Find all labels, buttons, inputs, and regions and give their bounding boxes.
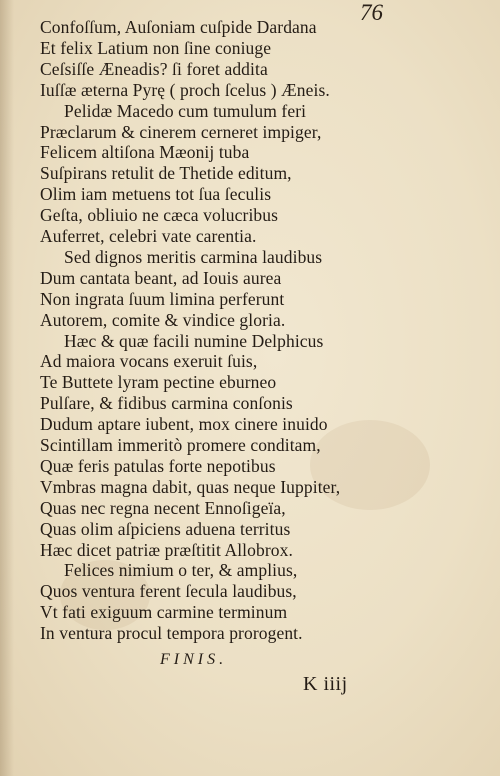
verse-line: In ventura procul tempora prorogent.	[40, 623, 303, 644]
verse-line: Vt fati exiguum carmine terminum	[40, 602, 288, 623]
verse-line: Ceſsiſſe Æneadis? ſi foret addita	[40, 58, 268, 79]
verse-line: Autorem, comite & vindice gloria.	[40, 309, 286, 330]
verse-line: Dudum aptare iubent, mox cinere inuido	[40, 414, 328, 435]
verse-line: Scintillam immeritò promere conditam,	[40, 435, 321, 455]
verse-line: Et felix Latium non ſine coniuge	[40, 37, 272, 58]
verse-line: Confoſſum, Auſoniam cuſpide Dardana	[40, 17, 317, 37]
finis-label: FINIS.	[160, 651, 228, 668]
verse-line: Sed dignos meritis carmina laudibus	[64, 246, 323, 267]
verse-line: Pelidæ Macedo cum tumulum feri	[64, 100, 307, 121]
verse-line: Præclarum & cinerem cerneret impiger,	[40, 121, 322, 142]
verse-line: Te Buttete lyram pectine eburneo	[40, 372, 277, 393]
verse-line: Hæc & quæ facili numine Delphicus	[64, 330, 324, 351]
verse-line: Auferret, celebri vate carentia.	[40, 226, 257, 246]
verse-line: Geſta, obliuio ne cæca volucribus	[40, 205, 279, 226]
verse-line: Felicem altiſona Mæonij tuba	[40, 142, 250, 163]
verse-line: Quas olim aſpiciens aduena territus	[40, 518, 291, 539]
verse-line: Quæ feris patulas forte nepotibus	[40, 455, 276, 476]
verse-line: Felices nimium o ter, & amplius,	[64, 560, 298, 581]
verse-line: Hæc dicet patriæ præſtitit Allobrox.	[40, 539, 293, 560]
signature-mark: K iiij	[303, 673, 348, 695]
verse-line: Olim iam metuens tot ſua ſeculis	[40, 184, 272, 205]
verse-line: Suſpirans retulit de Thetide editum,	[40, 163, 292, 184]
verse-line: Dum cantata beant, ad Iouis aurea	[40, 267, 282, 288]
page-number: 76	[360, 0, 383, 25]
verse-line: Ad maiora vocans exeruit ſuis,	[40, 351, 258, 372]
verse-line: Iuſſæ æterna Pyrę ( proch ſcelus ) Æneis.	[40, 79, 330, 100]
verse-line: Pulſare, & fidibus carmina conſonis	[40, 393, 293, 414]
verse-line: Quos ventura ferent ſecula laudibus,	[40, 581, 297, 602]
verse-line: Non ingrata ſuum limina perferunt	[40, 288, 285, 309]
verse-line: Quas nec regna necent Ennoſigeïa,	[40, 497, 286, 518]
verse-line: Vmbras magna dabit, quas neque Iuppiter,	[40, 476, 341, 497]
